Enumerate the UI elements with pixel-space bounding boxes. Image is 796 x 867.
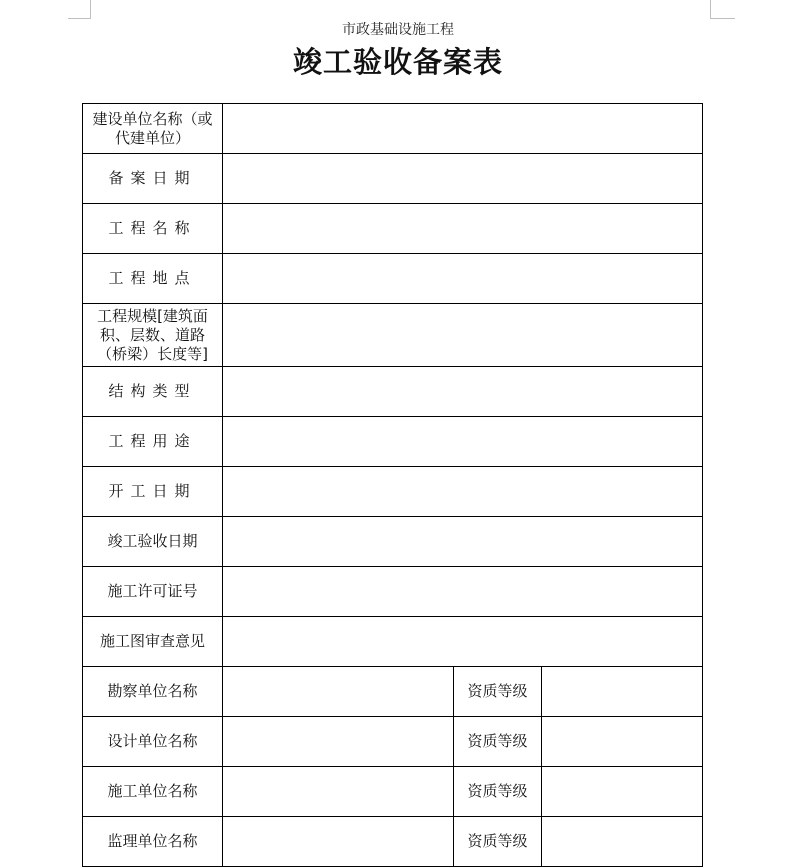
row-label: 工程名称 bbox=[83, 204, 223, 254]
row-label: 工程地点 bbox=[83, 254, 223, 304]
form-row-structure-type bbox=[83, 367, 703, 417]
form-row-filing-date bbox=[83, 154, 703, 204]
row-value-field[interactable] bbox=[223, 617, 703, 667]
row-value-field[interactable] bbox=[223, 304, 703, 367]
form-row-design-unit bbox=[83, 717, 703, 767]
row-value-field[interactable] bbox=[223, 367, 703, 417]
row-label: 勘察单位名称 bbox=[83, 667, 223, 717]
form-row-supervision-unit bbox=[83, 817, 703, 867]
form-row-project-use bbox=[83, 417, 703, 467]
row-value-field[interactable] bbox=[223, 104, 703, 154]
row-label: 施工图审查意见 bbox=[83, 617, 223, 667]
form-row-drawing-review bbox=[83, 617, 703, 667]
row-value-field[interactable] bbox=[223, 154, 703, 204]
row-label: 结构类型 bbox=[83, 367, 223, 417]
form-row-start-date bbox=[83, 467, 703, 517]
qualification-label: 资质等级 bbox=[454, 817, 542, 867]
qualification-label: 资质等级 bbox=[454, 717, 542, 767]
row-label: 施工单位名称 bbox=[83, 767, 223, 817]
row-value-field[interactable] bbox=[223, 204, 703, 254]
row-value-field[interactable] bbox=[223, 517, 703, 567]
row-label: 竣工验收日期 bbox=[83, 517, 223, 567]
qualification-field[interactable] bbox=[542, 667, 703, 717]
row-value-field[interactable] bbox=[223, 567, 703, 617]
form-row-survey-unit bbox=[83, 667, 703, 717]
form-row-construction-unit bbox=[83, 767, 703, 817]
row-value-field[interactable] bbox=[223, 767, 454, 817]
qualification-field[interactable] bbox=[542, 767, 703, 817]
form-row-project-location bbox=[83, 254, 703, 304]
form-row-project-scale bbox=[83, 304, 703, 367]
qualification-label: 资质等级 bbox=[454, 667, 542, 717]
qualification-label: 资质等级 bbox=[454, 767, 542, 817]
row-label: 监理单位名称 bbox=[83, 817, 223, 867]
form-row-project-name bbox=[83, 204, 703, 254]
page-corner-mark-left bbox=[68, 0, 91, 19]
row-label: 设计单位名称 bbox=[83, 717, 223, 767]
row-value-field[interactable] bbox=[223, 667, 454, 717]
row-value-field[interactable] bbox=[223, 254, 703, 304]
row-label: 施工许可证号 bbox=[83, 567, 223, 617]
document-subtitle: 市政基础设施工程 bbox=[342, 22, 454, 38]
filing-form-table bbox=[82, 103, 703, 867]
row-label: 开工日期 bbox=[83, 467, 223, 517]
row-value-field[interactable] bbox=[223, 717, 454, 767]
document-title: 竣工验收备案表 bbox=[292, 45, 503, 79]
row-label: 建设单位名称（或代建单位） bbox=[83, 104, 223, 154]
row-label: 工程规模[建筑面积、层数、道路（桥梁）长度等] bbox=[83, 304, 223, 367]
form-row-builder bbox=[83, 104, 703, 154]
row-label: 备案日期 bbox=[83, 154, 223, 204]
row-value-field[interactable] bbox=[223, 467, 703, 517]
row-value-field[interactable] bbox=[223, 417, 703, 467]
qualification-field[interactable] bbox=[542, 717, 703, 767]
form-row-permit-number bbox=[83, 567, 703, 617]
qualification-field[interactable] bbox=[542, 817, 703, 867]
page-corner-mark-right bbox=[710, 0, 735, 19]
row-label: 工程用途 bbox=[83, 417, 223, 467]
row-value-field[interactable] bbox=[223, 817, 454, 867]
form-row-acceptance-date bbox=[83, 517, 703, 567]
